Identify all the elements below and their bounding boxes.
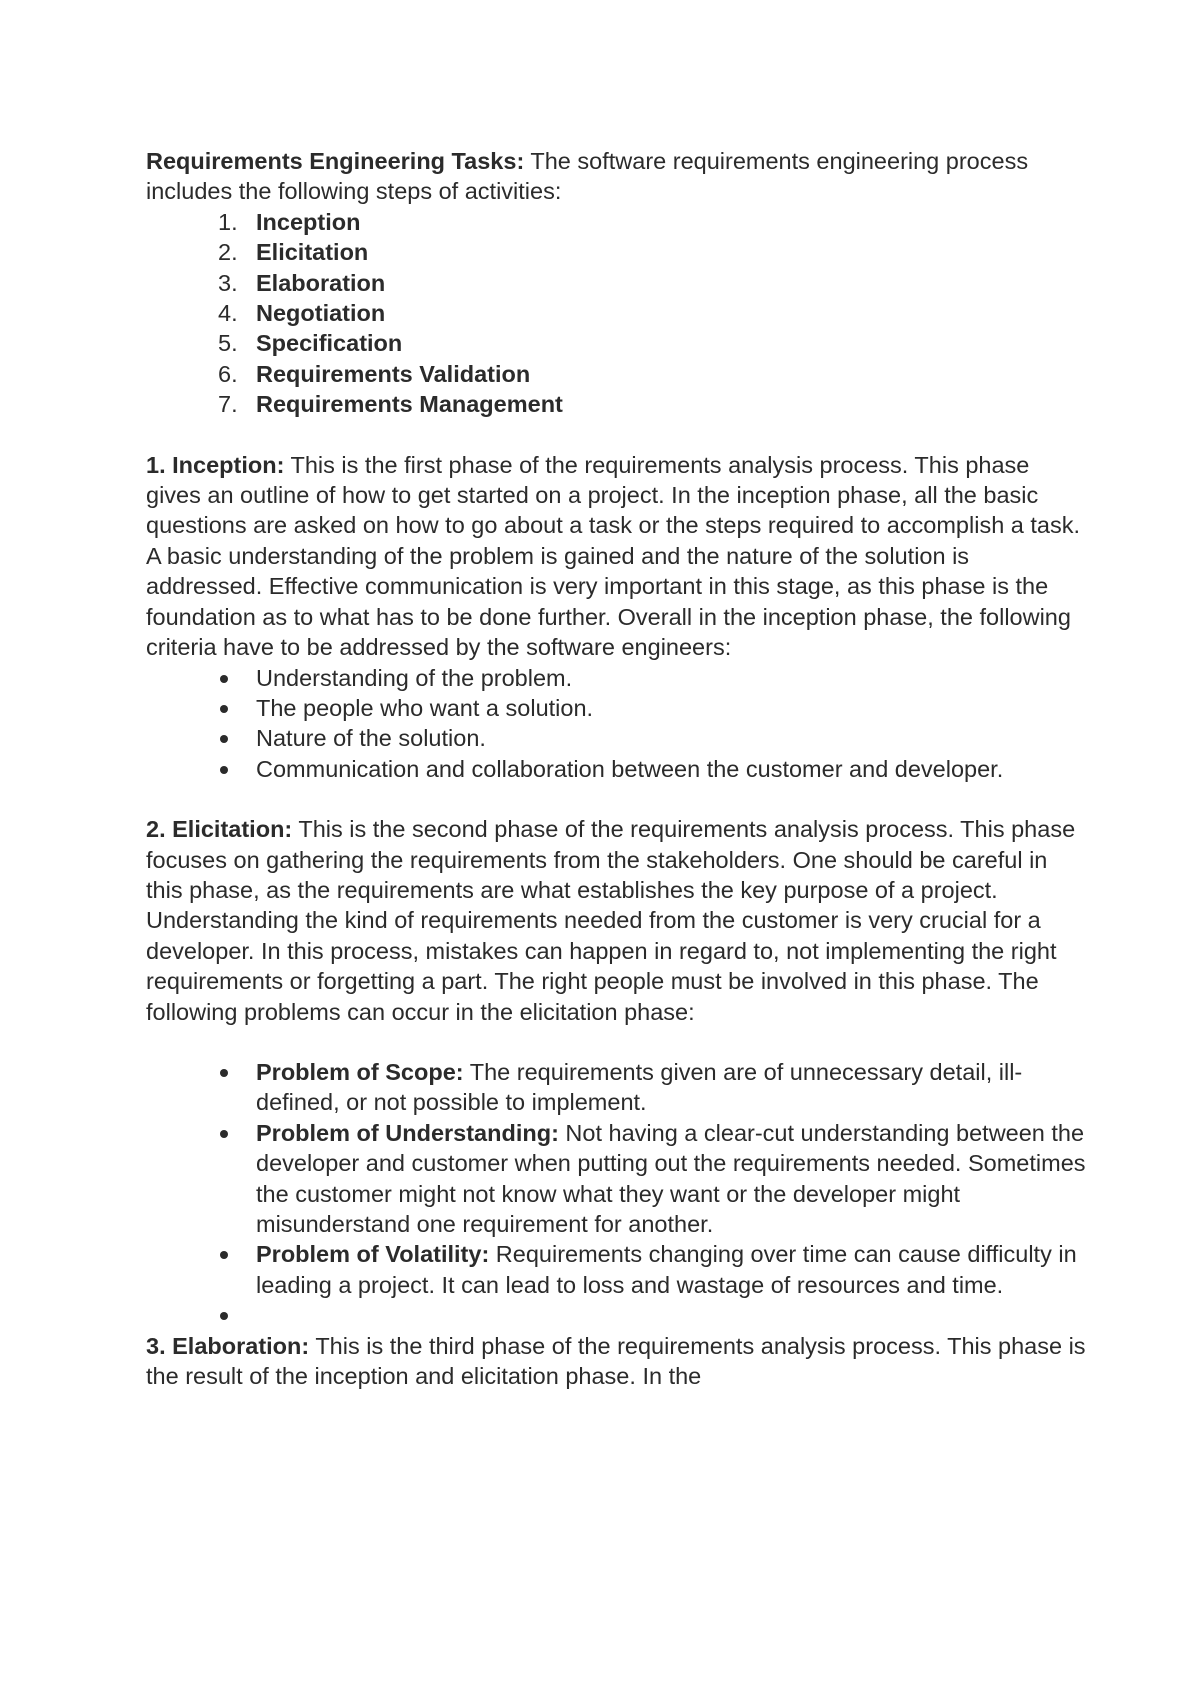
bullet-icon xyxy=(220,705,228,713)
document-body xyxy=(146,146,1086,1391)
list-item xyxy=(146,663,1086,693)
list-number: 6. xyxy=(218,360,238,387)
list-item-label: Negotiation xyxy=(256,300,386,327)
elicitation-text: This is the second phase of the requirements analysis process. This phase focuses on gathering the requirements from the stakeholders. One should be careful in this phase, as the requirements are what establishes the key purpose of a project. Understanding the kind of requirements needed from the customer is very crucial for a developer. In this process, mistakes can happen in regard to, not implementing the right requirements or forgetting a part. The right people must be involved in this phase. The following problems can occur in the elicitation phase: xyxy=(146,816,1076,1025)
list-item xyxy=(146,207,1086,237)
list-item xyxy=(146,693,1086,723)
list-number: 1. xyxy=(218,208,238,235)
list-item xyxy=(146,1239,1086,1300)
intro-paragraph xyxy=(146,146,1086,207)
list-item-label: Inception xyxy=(256,208,361,235)
problem-text: The requirements given are of unnecessary detail, ill-defined, or not possible to implement. xyxy=(256,1058,1023,1116)
bullet-icon xyxy=(220,1312,228,1320)
problem-term: Problem of Volatility: xyxy=(256,1241,490,1268)
spacer xyxy=(146,784,1086,814)
problem-text: Requirements changing over time can cause difficulty in leading a project. It can lead to loss and wastage of resources and time. xyxy=(256,1241,1077,1298)
elaboration-paragraph xyxy=(146,1331,1086,1392)
list-item-text: Understanding of the problem. xyxy=(256,664,573,691)
list-number: 4. xyxy=(218,300,238,327)
bullet-icon xyxy=(220,1069,228,1077)
bullet-icon xyxy=(220,1130,228,1138)
intro-heading: Requirements Engineering Tasks: xyxy=(146,148,525,174)
spacer xyxy=(146,420,1086,450)
spacer xyxy=(146,1027,1086,1057)
problem-term: Problem of Understanding: xyxy=(256,1119,559,1146)
list-number: 2. xyxy=(218,239,238,266)
list-item xyxy=(146,723,1086,753)
inception-text: This is the first phase of the requirements analysis process. This phase gives an outline of how to get started on a project. In the inception phase, all the basic questions are asked on how to go about a task or the steps required to accomplish a task. A basic understanding of the problem is gained and the nature of the solution is addressed. Effective communication is very important in this stage, as this phase is the foundation as to what has to be done further. Overall in the inception phase, the following criteria have to be addressed by the software engineers: xyxy=(146,451,1081,661)
intro-text: The software requirements engineering process includes the following steps of activities: xyxy=(146,148,1029,205)
list-item-text: The people who want a solution. xyxy=(256,694,594,721)
list-item xyxy=(146,237,1086,267)
list-number: 5. xyxy=(218,330,238,357)
elaboration-text: This is the third phase of the requirements analysis process. This phase is the result of the inception and elicitation phase. In the xyxy=(146,1332,1086,1390)
list-item-empty xyxy=(146,1300,1086,1330)
list-item-text: Communication and collaboration between the customer and developer. xyxy=(256,755,1004,782)
inception-criteria-list xyxy=(146,663,1086,785)
bullet-icon xyxy=(220,1251,228,1259)
list-item-label: Requirements Validation xyxy=(256,360,531,387)
elicitation-paragraph xyxy=(146,814,1086,1027)
bullet-icon xyxy=(220,766,228,774)
problem-term: Problem of Scope: xyxy=(256,1058,464,1085)
elicitation-heading: 2. Elicitation: xyxy=(146,816,293,843)
list-item-label: Specification xyxy=(256,330,403,357)
list-item-label: Elaboration xyxy=(256,269,386,296)
steps-list xyxy=(146,207,1086,420)
list-number: 7. xyxy=(218,391,238,418)
bullet-icon xyxy=(220,735,228,743)
list-item xyxy=(146,754,1086,784)
list-item xyxy=(146,389,1086,419)
list-item xyxy=(146,328,1086,358)
list-item xyxy=(146,1057,1086,1118)
list-item xyxy=(146,298,1086,328)
list-item xyxy=(146,359,1086,389)
list-number: 3. xyxy=(218,269,238,296)
list-item-text: Nature of the solution. xyxy=(256,725,486,752)
elicitation-problems-list xyxy=(146,1057,1086,1331)
bullet-icon xyxy=(220,675,228,683)
list-item-label: Elicitation xyxy=(256,239,369,266)
problem-text: Not having a clear-cut understanding between the developer and customer when putting out the requirements needed. Sometimes the customer might not know what they want or the developer might misunderstand one requirement for another. xyxy=(256,1119,1086,1237)
list-item xyxy=(146,268,1086,298)
list-item-label: Requirements Management xyxy=(256,391,563,418)
inception-heading: 1. Inception: xyxy=(146,451,285,478)
list-item xyxy=(146,1118,1086,1240)
elaboration-heading: 3. Elaboration: xyxy=(146,1332,310,1359)
inception-paragraph xyxy=(146,450,1086,663)
